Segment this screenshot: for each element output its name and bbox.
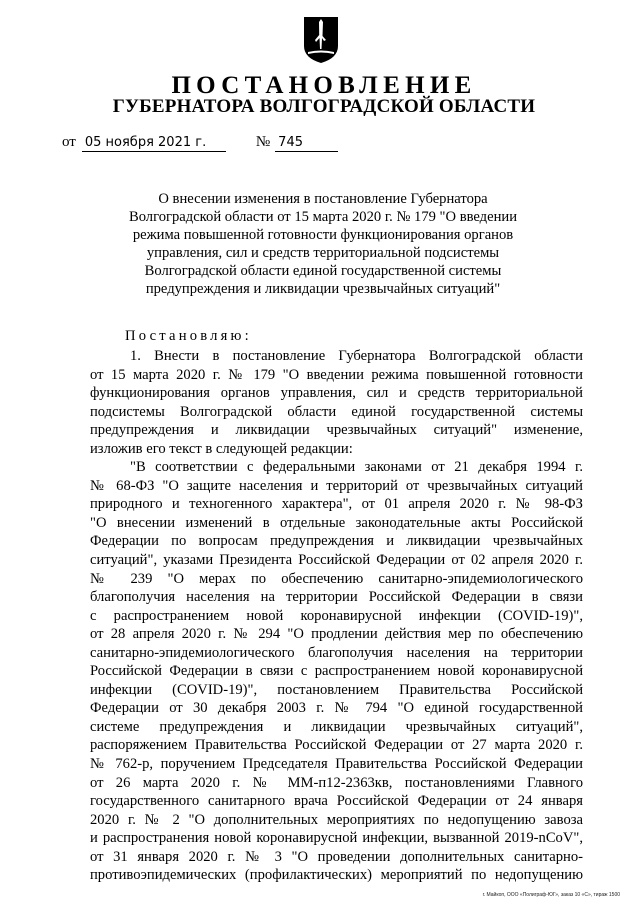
subject-line: О внесении изменения в постановление Губернатора — [158, 191, 488, 207]
document-subject — [118, 190, 528, 299]
subject-line: Волгоградской области от 15 марта 2020 г. № 179 "О введении — [128, 209, 518, 226]
body-line: от 15 марта 2020 г. № 179 "О введении режима повышенной готовности — [90, 366, 583, 383]
number-label: № — [255, 134, 271, 150]
body-line: предупреждения и ликвидации чрезвычайных ситуаций" изменение, — [90, 422, 583, 439]
body-line: функционирования органов управления, сил и средств территориальной — [90, 385, 583, 402]
document-issuer: ГУБЕРНАТОРА ВОЛГОГРАДСКОЙ ОБЛАСТИ — [112, 96, 536, 117]
body-line: № 239 "О мерах по обеспечению санитарно-эпидемиологического — [90, 570, 583, 587]
body-line: системе предупреждения и ликвидации чрезвычайных ситуаций", — [90, 718, 583, 735]
body-line: 2020 г. № 2 "О дополнительных мероприятиях по недопущению завоза — [90, 811, 583, 828]
body-line: подсистемы Волгоградской области единой государственной системы — [90, 403, 583, 420]
body-line: № 762-р, поручением Председателя Правительства Российской Федерации — [90, 756, 583, 773]
document-number: 745 — [275, 135, 338, 152]
body-line: изложив его текст в следующей редакции: — [90, 440, 353, 457]
print-imprint: г. Майкоп, ООО «Полиграф-ЮГ», заказ 10 «С», тираж 1500 — [482, 892, 620, 898]
body-line: "О внесении изменений в отдельные законодательные акты Российской — [90, 514, 583, 531]
subject-line: предупреждения и ликвидации чрезвычайных ситуаций" — [145, 281, 501, 298]
body-line: 1. Внести в постановление Губернатора Волгоградской области — [130, 348, 583, 364]
body-line: и распространения новой коронавирусной инфекции, вызванной 2019-nCoV", — [90, 830, 583, 847]
body-line: Федерации по вопросам предупреждения и ликвидации чрезвычайных — [90, 533, 583, 550]
body-line: Российской Федерации в связи с распространением новой коронавирусной — [90, 663, 583, 680]
body-line: распоряжением Правительства Российской Федерации от 27 марта 2020 г. — [90, 737, 583, 754]
resolve-heading: Постановляю: — [125, 328, 252, 344]
body-line: природного и техногенного характера", от 01 апреля 2020 г. № 98-ФЗ — [90, 496, 583, 513]
coat-of-arms-emblem — [302, 16, 340, 64]
body-line: от 31 января 2020 г. № 3 "О проведении дополнительных санитарно- — [90, 848, 583, 865]
body-line: санитарно-эпидемиологического благополучия населения на территории — [90, 644, 583, 661]
document-body — [90, 347, 583, 885]
document-date: 05 ноября 2021 г. — [82, 135, 226, 152]
date-number-row — [62, 134, 338, 152]
body-line: с распространением новой коронавирусной инфекции (COVID-19)", — [90, 607, 583, 624]
body-line: от 26 марта 2020 г. № ММ-п12-2363кв, постановлениями Главного — [90, 774, 583, 791]
body-line: благополучия населения на территории Российской Федерации в связи — [90, 589, 583, 606]
body-line: от 28 апреля 2020 г. № 294 "О продлении действия мер по обеспечению — [90, 626, 583, 643]
body-line: ситуаций", указами Президента Российской Федерации от 02 апреля 2020 г. — [90, 552, 583, 569]
body-line: Федерации от 30 декабря 2003 г. № 794 "О единой государственной — [90, 700, 583, 717]
body-line: инфекции (COVID-19)", постановлением Правительства Российской — [90, 681, 583, 698]
document-title: ПОСТАНОВЛЕНИЕ — [171, 72, 477, 99]
body-line: противоэпидемических (профилактических) мероприятий по недопущению — [90, 867, 583, 884]
body-line: № 68-ФЗ "О защите населения и территорий от чрезвычайных ситуаций — [90, 477, 583, 494]
body-line: "В соответствии с федеральными законами от 21 декабря 1994 г. — [130, 459, 583, 476]
subject-line: управления, сил и средств территориальной подсистемы — [146, 245, 500, 262]
body-line: государственного санитарного врача Российской Федерации от 24 января — [90, 793, 583, 810]
subject-line: Волгоградской области единой государственной системы — [144, 263, 502, 280]
date-prefix: от — [62, 134, 76, 150]
subject-line: режима повышенной готовности функционирования органов — [132, 227, 514, 244]
